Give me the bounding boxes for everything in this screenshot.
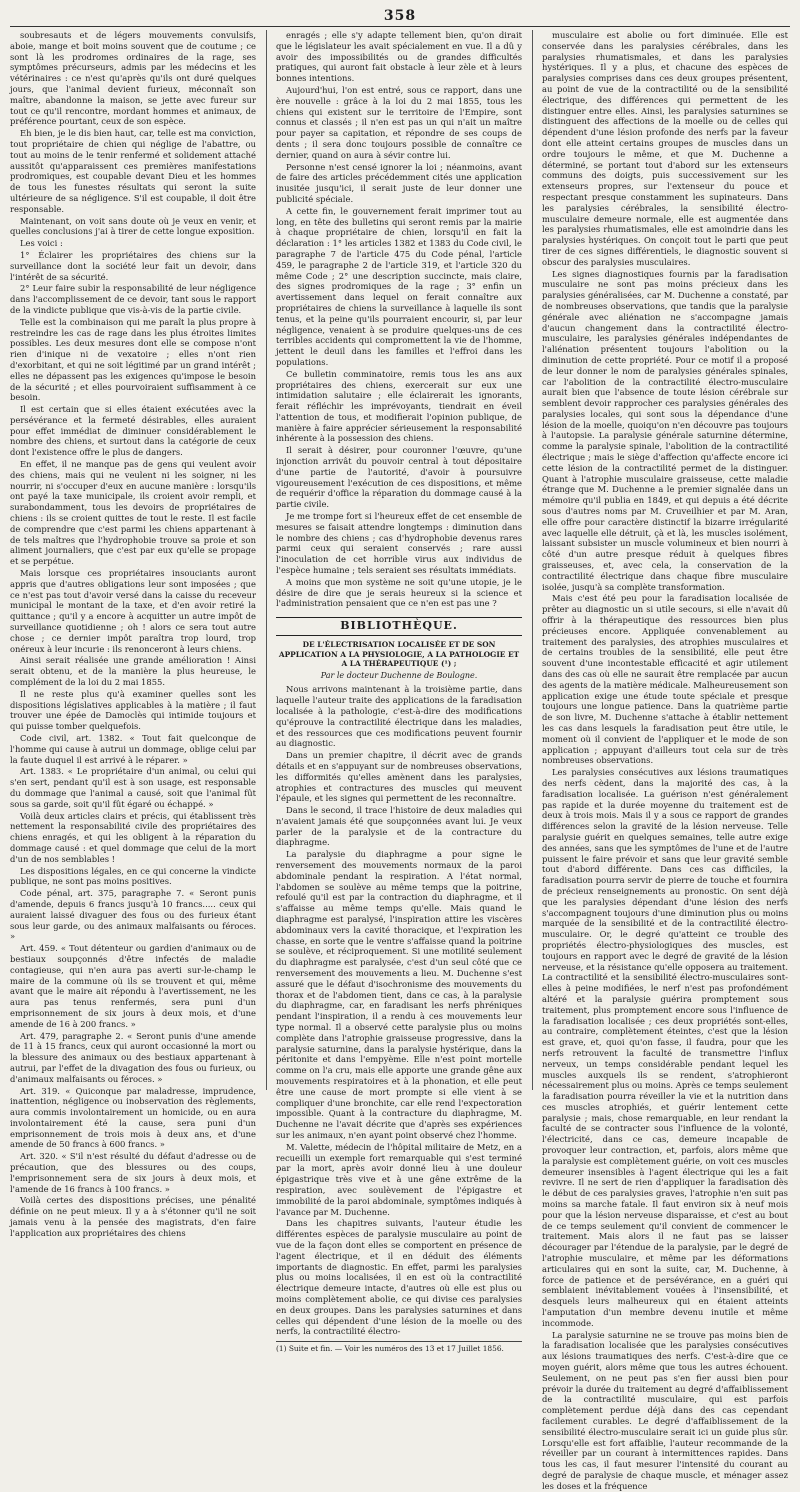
paragraph: Les signes diagnostiques fournis par la faradisation musculaire ne sont pas moins précieux dans les paralysies généralisées, car M. Duchenne a constaté, par de nombreuses observations, que tandis que la paralysie générale avec aliénation ne s'accompagne jamais d'aucun changement dans la contractilité électro-musculaire, les paralysies générales indépendantes de l'aliénation présentent toujours l'abolition ou la diminution de cette propriété. Pour ce motif il a proposé de leur donner le nom de paralysies générales spinales, car l'abolition de la contractilité électro-musculaire aurait bien que l'absence de toute lésion cérébrale sur semblent devoir rapprocher ces paralysies générales des paralysies locales, qui sont sous la dépendance d'une lésion de la moelle, quoiqu'on n'en découvre pas toujours à l'autopsie. La paralysie générale saturnine détermine, comme la paralysie spinale, l'abolition de la contractilité électrique ; mais le siège d'affection qu'affecte encore ici cette lésion de la contractilité permet de la distinguer. Quant à l'atrophie musculaire graisseuse, cette maladie étrange que M. Duchenne a le premier signalée dans un mémoire qu'il publia en 1849, et qui depuis a été décrite sous d'autres noms par M. Cruveilhier et par M. Aran, elle offre pour caractère distinctif la bizarre irrégularité avec laquelle elle détruit, çà et là, les muscles isolément, laissant subsister un muscle volumineux et bien nourri à côté d'un autre presque réduit à quelques fibres graisseuses, et, avec cela, la conservation de la contractilité électrique dans chaque fibre musculaire isolée, jusqu'à sa complète transformation. — [542, 268, 788, 592]
paragraph: Code civil, art. 1382. « Tout fait quelconque de l'homme qui cause à autrui un dommage, oblige celui par la faute duquel il est arrivé à le réparer. » — [10, 733, 256, 765]
paragraph: Art. 459. « Tout détenteur ou gardien d'animaux ou de bestiaux soupçonnés d'être infectés de maladie contagieuse, qui n'en aura pas averti sur-le-champ le maire de la commune où ils se trouvent et qui, même avant que le maire ait répondu à l'avertissement, ne les aura pas tenus renfermés, sera puni d'un emprisonnement de six jours à deux mois, et d'une amende de 16 à 200 francs. » — [10, 943, 256, 1029]
paragraph: Voilà deux articles clairs et précis, qui établissent très nettement la responsabilité civile des propriétaires des chiens enragés, et qui les obligent à la réparation du dommage causé : et quel dommage que celui de la mort d'un de nos semblables ! — [10, 810, 256, 864]
paragraph: M. Valette, médecin de l'hôpital militaire de Metz, en a recueilli un exemple fort remarquable qui s'est terminé par la mort, après avoir donné lieu à une douleur épigastrique très vive et à une gêne extrême de la respiration, avec soulèvement de l'épigastre et immobilité de la paroi abdominale, symptômes indiqués à l'avance par M. Duchenne. — [276, 1141, 522, 1217]
paragraph: Ce bulletin comminatoire, remis tous les ans aux propriétaires des chiens, exercerait sur eux une intimidation salutaire ; elle éclairerait les ignorants, ferait réfléchir les imprévoyants, tiendrait en éveil l'attention de tous, et modifierait l'opinion publique, de manière à faire apprécier sérieusement la responsabilité inhérente à la possession des chiens. — [276, 368, 522, 444]
paragraph: Mais lorsque ces propriétaires insouciants auront appris que d'autres obligations leur sont imposées ; que ce n'est pas tout d'avoir versé dans la caisse du receveur municipal le montant de la taxe, et d'en avoir retiré la quittance ; qu'il y a encore à acquitter un autre impôt de surveillance quotidienne ; oh ! alors ce sera tout autre chose ; ce dernier impôt paraîtra trop lourd, trop onéreux à leur incurie : ils renonceront à leurs chiens. — [10, 568, 256, 654]
paragraph: Art. 320. « S'il n'est résulté du défaut d'adresse ou de précaution, que des blessures ou des coups, l'emprisonnement sera de six jours à deux mois, et l'amende de 16 francs à 100 francs. » — [10, 1151, 256, 1194]
paragraph: Il serait à désirer, pour couronner l'œuvre, qu'une injonction arrivât du pouvoir central à tout dépositaire d'une partie de l'autorité, d'avoir à poursuivre vigoureusement l'exécution de ces dispositions, et même de requérir d'office la réparation du dommage causé à la partie civile. — [276, 445, 522, 510]
paragraph: musculaire est abolie ou fort diminuée. Elle est conservée dans les paralysies cérébrales, dans les paralysies rhumatismales, et dans les paralysies hystériques. Il y a plus, et chacune des espèces de paralysies comprises dans ces deux groupes présentent, au point de vue de la contractilité ou de la sensibilité électrique, des différences qui permettent de les distinguer entre elles. Ainsi, les paralysies saturnines se distinguent des affections de la moelle ou de celles qui dépendent d'une lésion profonde des nerfs par la faveur dont elle atteint certains groupes de muscles dans un ordre toujours le même, et que M. Duchenne a déterminé, se portant tout d'abord sur les extenseurs communs des doigts, puis successivement sur les extenseurs propres, sur l'extenseur du pouce et respectant presque constamment les supinateurs. Dans les paralysies cérébrales, la sensibilité électro-musculaire demeure normale, elle est augmentée dans les paralysies rhumatismales, elle est amoindrie dans les paralysies hystériques. On conçoit tout le parti que peut tirer de ces signes différentiels, le diagnostic souvent si obscur des paralysies musculaires. — [542, 30, 788, 267]
paragraph: Code pénal, art. 375, paragraphe 7. « Seront punis d'amende, depuis 6 francs jusqu'à 10 francs..... ceux qui auraient laissé divaguer des fous ou des furieux étant sous leur garde, ou des animaux malfaisants ou féroces. » — [10, 888, 256, 942]
paragraph: soubresauts et de légers mouvements convulsifs, aboie, mange et boit moins souvent que de coutume ; ce sont là les prodromes ordinaires de la rage, ses symptômes précurseurs, admis par les médecins et les vétérinaires : ce n'est qu'après qu'ils ont duré quelques jours, que l'animal devient furieux, méconnaît son maître, abandonne la maison, se jette avec fureur sur tout ce qu'il rencontre, mordant hommes et animaux, de préférence pourtant, ceux de son espèce. — [10, 30, 256, 127]
paragraph: Les paralysies consécutives aux lésions traumatiques des nerfs cèdent, dans la majorité des cas, à la faradisation localisée. La guérison n'est généralement pas rapide et la durée moyenne du traitement est de deux à trois mois. Mais il y a sous ce rapport de grandes différences selon la gravité de la lésion nerveuse. Telle paralysie guérit en quelques semaines, telle autre exige des années, sans que les symptômes de l'une et de l'autre puissent le faire prévoir et sans que leur gravité semble tout d'abord différente. Dans ces cas difficiles, la faradisation pourra servir de pierre de touche et fournira de précieux renseignements au pronostic. On sent déjà que les paralysies dépendant d'une lésion des nerfs s'accompagnent toujours d'une diminution plus ou moins marquée de la sensibilité et de la contractilité électro-musculaire. Or, le degré qu'atteint ce trouble des propriétés électro-physiologiques des muscles, est toujours en rapport avec le degré de gravité de la lésion nerveuse, et la résistance qu'elle opposera au traitement. La contractilité et la sensibilité électro-musculaires sont-elles à peine modifiées, le nerf n'est pas profondément altéré et la paralysie guérira promptement sous traitement, plus promptement encore sous l'influence de la faradisation localisée ; ces deux propriétés sont-elles, au contraire, complètement éteintes, c'est que la lésion est grave, et, quoi qu'on fasse, il faudra, pour que les nerfs retrouvent la faculté de transmettre l'influx nerveux, un temps considérable pendant lequel les muscles auxquels ils se rendent, s'atrophieront nécessairement plus ou moins. Après ce temps seulement la faradisation pourra réveiller la vie et la nutrition dans ces muscles atrophiés, et guérir lentement cette paralysie ; mais, chose remarquable, en leur rendant la faculté de se contracter sous l'influence de la volonté, l'électricité, dans ce cas, demeure incapable de provoquer leur contraction, et, parfois, alors même que la paralysie est complètement guérie, on voit ces muscles demeurer insensibles à l'agent électrique qui les a fait revivre. Il ne sert de rien d'appliquer la faradisation dès le début de ces paralysies graves, l'atrophie n'en suit pas moins sa marche fatale. Il faut environ six à neuf mois pour que la lésion nerveuse disparaisse, et c'est au bout de ce temps seulement qu'il convient de commencer le traitement. Mais alors il ne faut pas se laisser décourager par l'étendue de la paralysie, par le degré de l'atrophie musculaire, et même par les déformations articulaires qui en sont la suite, car, M. Duchenne, à force de patience et de persévérance, en a guéri qui semblaient inévitablement vouées à l'insensibilité, et desquels leurs malheureux qui en étaient atteints l'amputation d'un membre devenu inutile et même incommode. — [542, 767, 788, 1328]
paragraph: Il ne reste plus qu'à examiner quelles sont les dispositions législatives applicables à la matière ; il faut trouver une épée de Damoclès qui intimide toujours et qui puisse tomber quelquefois. — [10, 688, 256, 732]
paragraph: Art. 479, paragraphe 2. « Seront punis d'une amende de 11 à 15 francs, ceux qui auront occasionné la mort ou la blessure des animaux ou des bestiaux appartenant à autrui, par l'effet de la divagation des fous ou furieux, ou d'animaux malfaisants ou féroces. » — [10, 1030, 256, 1084]
paragraph: Les dispositions légales, en ce qui concerne la vindicte publique, ne sont pas moins positives. — [10, 865, 256, 887]
paragraph: 2° Leur faire subir la responsabilité de leur négligence dans l'accomplissement de ce devoir, tant sous le rapport de la vindicte publique que vis-à-vis de la partie civile. — [10, 283, 256, 315]
paragraph: La paralysie saturnine ne se trouve pas moins bien de la faradisation localisée que les paralysies consécutives aux lésions traumatiques des nerfs. C'est-à-dire que ce moyen guérit, alors même que tous les autres échouent. Seulement, on ne peut pas s'en fier aussi bien pour prévoir la durée du traitement au degré d'affaiblissement de la contractilité musculaire, qui est parfois complètement perdue déjà dans des cas cependant facilement curables. Le degré d'affaiblissement de la sensibilité électro-musculaire serait ici un guide plus sûr. Lorsqu'elle est fort affaiblie, l'auteur recommande de la réveiller par un courant à intermittences rapides. Dans tous les cas, il faut mesurer l'intensité du courant au degré de paralysie de chaque muscle, et ménager assez les doses et la fréquence — [542, 1329, 788, 1491]
paragraph: Art. 319. « Quiconque par maladresse, imprudence, inattention, négligence ou inobservation des règlements, aura commis involontairement un homicide, ou en aura involontairement été la cause, sera puni d'un emprisonnement de trois mois à deux ans, et d'une amende de 50 francs à 600 francs. » — [10, 1085, 256, 1150]
paragraph: Aujourd'hui, l'on est entré, sous ce rapport, dans une ère nouvelle : grâce à la loi du 2 mai 1855, tous les chiens qui existent sur le territoire de l'Empire, sont connus et classés ; il n'en est pas un qui n'ait un maître pour payer sa capitation, et répondre de ses coups de dents ; il sera donc toujours possible de connaître ce dernier, quand on aura à sévir contre lui. — [276, 84, 522, 160]
paragraph: La paralysie du diaphragme a pour signe le renversement des mouvements normaux de la paroi abdominale pendant la respiration. A l'état normal, l'abdomen se soulève au même temps que la poitrine, refoulé qu'il est par la contraction du diaphragme, et il s'affaisse au même temps qu'elle. Mais quand le diaphragme est paralysé, l'inspiration attire les viscères abdominaux vers la cavité thoracique, et l'expiration les chasse, en sorte que le ventre s'affaisse quand la poitrine se soulève, et réciproquement. Si une motilité seulement du diaphragme est paralysée, c'est d'un seul côté que ce renversement des mouvements a lieu. M. Duchenne s'est assuré que le défaut d'isochronisme des mouvements du thorax et de l'abdomen tient, dans ce cas, à la paralysie du diaphragme, car, en faradisant les nerfs phréniques pendant l'inspiration, il a rendu à ces mouvements leur type normal. Il a observé cette paralysie plus ou moins complète dans l'atrophie graisseuse progressive, dans la paralysie saturnine, dans la paralysie hystérique, dans la péritonite et dans l'empyème. Elle n'est point mortelle comme on l'a cru, mais elle apporte une grande gêne aux mouvements respiratoires et à la phonation, et elle peut être une cause de mort prompte si elle vient à se compliquer d'une bronchite, car elle rend l'expectoration impossible. Quant à la contracture du diaphragme, M. Duchenne ne l'avait décrite que d'après ses expériences sur les animaux, n'en ayant point observé chez l'homme. — [276, 849, 522, 1140]
paragraph: Maintenant, on voit sans doute où je veux en venir, et quelles conclusions j'ai à tirer de cette longue exposition. — [10, 215, 256, 237]
page-number: 358 — [383, 8, 417, 24]
paragraph: Nous arrivons maintenant à la troisième partie, dans laquelle l'auteur traite des applications de la faradisation localisée à la pathologie, c'est-à-dire des modifications qu'éprouve la contractilité électrique dans les maladies, et des ressources que ces modifications peuvent fournir au diagnostic. — [276, 684, 522, 749]
section-heading: BIBLIOTHÈQUE. — [276, 617, 522, 636]
article-columns — [10, 30, 790, 1491]
paragraph: Dans les chapitres suivants, l'auteur étudie les différentes espèces de paralysie musculaire au point de vue de la façon dont elles se comportent en présence de l'agent électrique, et il en déduit des éléments importants de diagnostic. En effet, parmi les paralysies plus ou moins localisées, il en est où la contractilité électrique demeure intacte, d'autres où elle est plus ou moins complètement abolie, ce qui divise ces paralysies en deux groupes. Dans les paralysies saturnines et dans celles qui dépendent d'une lésion de la moelle ou des nerfs, la contractilité électro- — [276, 1218, 522, 1337]
paragraph: Il est certain que si elles étaient exécutées avec la persévérance et la fermeté désirables, elles auraient pour effet immédiat de diminuer considérablement le nombre des chiens, et surtout dans la catégorie de ceux dont l'existence offre le plus de dangers. — [10, 404, 256, 458]
paragraph: A moins que mon système ne soit qu'une utopie, je le désire de dire que je serais heureux si la science et l'administration pensaient que ce n'en est pas une ? — [276, 576, 522, 609]
paragraph: Voilà certes des dispositions précises, une pénalité définie on ne peut mieux. Il y a à s'étonner qu'il ne soit jamais venu à la pensée des magistrats, d'en faire l'application aux propriétaires des chiens — [10, 1195, 256, 1238]
column-right — [542, 30, 788, 1491]
paragraph: Les voici : — [20, 238, 63, 249]
paragraph: Dans le second, il trace l'histoire de deux maladies qui n'avaient jamais été que soupçonnées avant lui. Je veux parler de la paralysie et de la contracture du diaphragme. — [276, 805, 522, 848]
header-rule — [10, 26, 790, 27]
column-rule — [266, 30, 267, 1090]
paragraph: Mais c'est été peu pour la faradisation localisée de prêter au diagnostic un si utile secours, si elle n'avait dû offrir à la thérapeutique des ressources bien plus précieuses encore. Appliquée convenablement au traitement des paralysies, des atrophies musculaires et de certains troubles de la sensibilité, elle peut être souvent d'une incontestable efficacité et agir utilement dans des cas où elle ne saurait être remplacée par aucun des agents de la matière médicale. Malheureusement son application exige une étude toute spéciale et presque toujours une longue patience. Dans la quatrième partie de son livre, M. Duchenne s'attache à établir nettement les cas dans lesquels la faradisation peut être utile, le moment où il convient de l'appliquer et le mode de son application ; appuyant d'ailleurs tout cela sur de très nombreuses observations. — [542, 593, 788, 766]
paragraph: Personne n'est censé ignorer la loi ; néanmoins, avant de faire des articles précédemment cités une application inusitée jusqu'ici, il serait juste de leur donner une publicité spéciale. — [276, 161, 522, 204]
paragraph: Je me trompe fort si l'heureux effet de cet ensemble de mesures se faisait attendre longtemps : diminution dans le nombre des chiens ; cas d'hydrophobie devenus rares parmi ceux qui seraient conservés ; rare aussi l'inoculation de cet horrible virus aux individus de l'espèce humaine ; tels seraient ses résultats immédiats. — [276, 511, 522, 576]
byline: Par le docteur Duchenne de Boulogne. — [320, 670, 478, 680]
paragraph: Ainsi serait réalisée une grande amélioration ! Ainsi serait obtenu, et de la manière la plus heureuse, le complément de la loi du 2 mai 1855. — [10, 655, 256, 688]
paragraph: Telle est la combinaison qui me paraît la plus propre à restreindre les cas de rage dans les plus étroites limites possibles. Les deux mesures dont elle se compose n'ont rien d'inique ni de vexatoire ; elles n'ont rien d'exorbitant, et qui ne soit légitimé par un grand intérêt ; elles ne dépassent pas les exigences qu'impose le besoin de la sécurité ; et elles pourvoiraient suffisamment à ce besoin. — [10, 316, 256, 403]
paragraph: Eh bien, je le dis bien haut, car, telle est ma conviction, tout propriétaire de chien qui néglige de l'abattre, ou tout au moins de le tenir renfermé et solidement attaché aussitôt qu'apparaissent ces premières manifestations prodromiques, est coupable devant Dieu et les hommes de tous les funestes résultats qui seront la suite ultérieure de sa négligence. S'il est coupable, il doit être responsable. — [10, 128, 256, 214]
paragraph: A cette fin, le gouvernement ferait imprimer tout au long, en tête des bulletins qui seront remis par la mairie à chaque propriétaire de chien, lorsqu'il en fait la déclaration : 1° les articles 1382 et 1383 du Code civil, le paragraphe 7 de l'article 475 du Code pénal, l'article 459, le paragraphe 2 de l'article 319, et l'article 320 du même Code ; 2° une description succincte, mais claire, des signes prodromiques de la rage ; 3° enfin un avertissement dans lequel on ferait connaître aux propriétaires de chiens la surveillance à laquelle ils sont tenus, et la peine qu'ils pourraient encourir, si, par leur négligence, venaient à se produire quelques-uns de ces terribles accidents qui compromettent la vie de l'homme, jettent le deuil dans les familles et l'effroi dans les populations. — [276, 205, 522, 367]
paragraph: enragés ; elle s'y adapte tellement bien, qu'on dirait que le législateur les avait spécialement en vue. Il a dû y avoir des impossibilités ou de grandes difficultés pratiques, qui auront fait obstacle à leur zèle et à leurs bonnes intentions. — [276, 30, 522, 84]
column-rule — [532, 30, 533, 1090]
paragraph: Art. 1383. « Le propriétaire d'un animal, ou celui qui s'en sert, pendant qu'il est à son usage, est responsable du dommage que l'animal a causé, soit que l'animal fût sous sa garde, soit qu'il fût égaré ou échappé. » — [10, 766, 256, 809]
column-left — [10, 30, 256, 1238]
column-middle — [276, 30, 522, 1354]
article-title: DE L'ÉLECTRISATION LOCALISÉE ET DE SON APPLICATION A LA PHYSIOLOGIE, A LA PATHOLOGIE ET A LA THÉRAPEUTIQUE (¹) ; — [278, 640, 520, 669]
paragraph: 1° Éclairer les propriétaires des chiens sur la surveillance dont la société leur fait un devoir, dans l'intérêt de sa sécurité. — [10, 249, 256, 282]
paragraph: Dans un premier chapitre, il décrit avec de grands détails et en s'appuyant sur de nombreuses observations, les difformités qu'elles amènent dans les paralysies, atrophies et contractures des muscles qui meuvent l'épaule, et les signes qui permettent de les reconnaître. — [276, 750, 522, 804]
paragraph: En effet, il ne manque pas de gens qui veulent avoir des chiens, mais qui ne veulent ni les soigner, ni les nourrir, ni s'occuper d'eux en aucune manière : lorsqu'ils ont payé la taxe municipale, ils croient avoir rempli, et surabondamment, tous les devoirs de propriétaires de chiens : ils se croient quittes de tout le reste. Il est facile de comprendre que c'est parmi les chiens appartenant à de tels maîtres que l'hydrophobie trouve sa proie et son aliment journaliers, que c'est par eux qu'elle se propage et se perpétue. — [10, 459, 256, 567]
footnote: (1) Suite et fin. — Voir les numéros des 13 et 17 Juillet 1856. — [276, 1341, 522, 1355]
